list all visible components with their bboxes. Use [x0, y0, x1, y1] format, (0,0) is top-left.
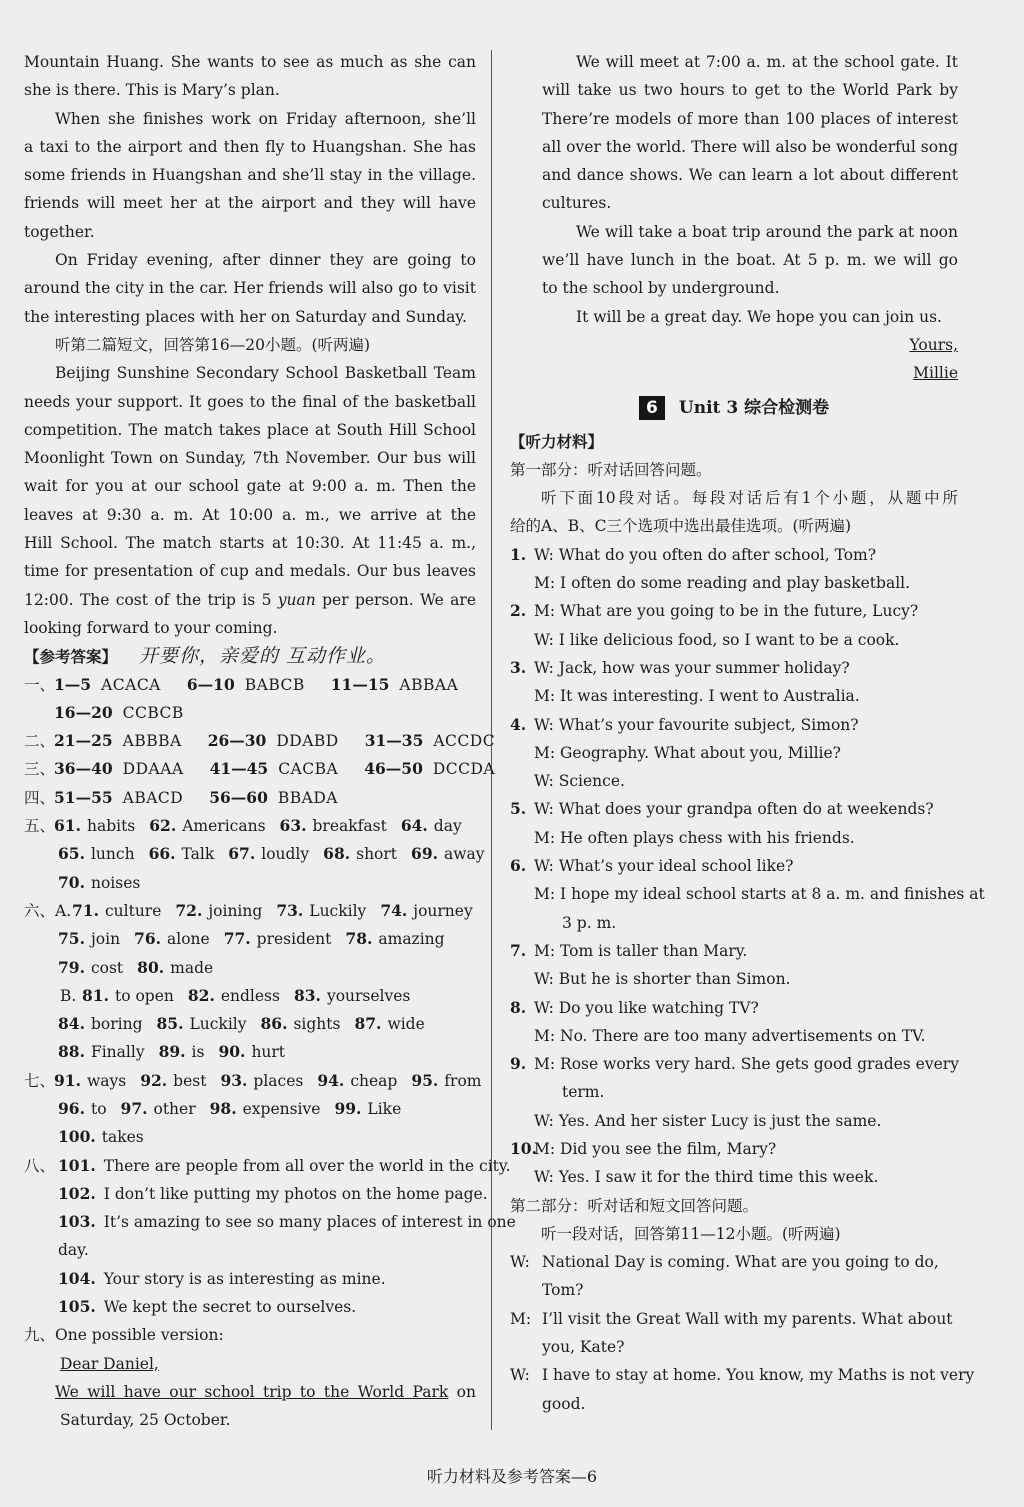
- letter-signature: Millie: [913, 364, 958, 383]
- dialogue-line: [510, 1107, 958, 1135]
- item-answer: lunch: [90, 845, 135, 864]
- dialogue-text: M: No. There are too many advertisements on TV.: [534, 1026, 926, 1045]
- item-answer: Talk: [181, 845, 215, 864]
- item-number: 63.: [279, 816, 307, 836]
- item-answer: boring: [90, 1015, 143, 1034]
- letter-line: We will take a boat trip around the park at noon: [576, 222, 958, 241]
- letter-line: all over the world. There will also be wonderful song: [542, 137, 958, 156]
- unit-title: Unit 3 综合检测卷: [678, 397, 830, 418]
- item-answer: is: [191, 1043, 205, 1062]
- dialogue-text: W: Yes. And her sister Lucy is just the same.: [534, 1111, 882, 1130]
- answer-range: 56—60: [209, 787, 268, 807]
- dialogue-line: [510, 1361, 975, 1389]
- item-number: 91.: [54, 1070, 81, 1090]
- answer-value: ABBAA: [399, 675, 459, 694]
- dialogue-line: [510, 852, 958, 880]
- word-answer-row: [24, 1123, 476, 1151]
- item-answer: from: [444, 1071, 482, 1090]
- unit-number-badge: 6: [639, 396, 665, 420]
- item-number: 82.: [187, 985, 215, 1005]
- dialogue-text: M: What are you going to be in the future, Lucy?: [534, 602, 919, 621]
- word-answer-row: [24, 840, 485, 868]
- sentence-text: It’s amazing to see so many places of interest in one: [103, 1213, 516, 1232]
- answer-value: ACCDC: [433, 732, 496, 751]
- item-number: 101.: [58, 1155, 96, 1175]
- item-number: 71.: [72, 900, 99, 920]
- item-number: 89.: [158, 1042, 186, 1062]
- answer-row: [24, 755, 496, 783]
- dialogue-text: W: Science.: [534, 772, 625, 791]
- item-number: 75.: [58, 929, 85, 949]
- item-answer: ways: [86, 1071, 127, 1090]
- dialogue-line: [510, 541, 958, 569]
- item-number: 64.: [400, 816, 428, 836]
- sentence-text: day.: [58, 1241, 89, 1260]
- item-number: 78.: [345, 929, 373, 949]
- word-answers: [24, 812, 485, 1152]
- item-number: 85.: [156, 1014, 184, 1034]
- item-answer: best: [173, 1071, 207, 1090]
- item-number: 104.: [58, 1268, 96, 1288]
- dialogue-text: W: What’s your favourite subject, Simon?: [534, 715, 859, 734]
- answer-range: 31—35: [364, 731, 424, 751]
- answer-value: BABCB: [244, 675, 305, 694]
- answer-range: 11—15: [330, 674, 390, 694]
- version-title: 九、One possible version:: [24, 1326, 224, 1345]
- sentence-text: We kept the secret to ourselves.: [103, 1298, 357, 1317]
- item-answer: made: [170, 958, 214, 977]
- question-number: 5.: [510, 799, 527, 819]
- word-answer-row: [24, 1038, 476, 1066]
- letter-closing: Yours,: [909, 335, 958, 354]
- item-number: 95.: [411, 1070, 439, 1090]
- dialogue-text: W: Do you like watching TV?: [534, 998, 759, 1017]
- dialogue-text: M: Rose works very hard. She gets good grades every: [534, 1055, 959, 1074]
- item-number: 74.: [380, 900, 408, 920]
- instruction-line: 给的A、B、C三个选项中选出最佳选项。(听两遍): [510, 517, 852, 536]
- dialogue-line: [510, 1333, 958, 1361]
- item-number: 77.: [223, 929, 251, 949]
- answer-value: CACBA: [278, 760, 339, 779]
- dialogue-line: [510, 880, 985, 908]
- item-number: 69.: [411, 844, 439, 864]
- answer-range: 46—50: [364, 759, 423, 779]
- dialogue-text: M: I hope my ideal school starts at 8 a. m. and finishes at: [534, 885, 985, 904]
- answer-key: [24, 671, 496, 812]
- text-line: a taxi to the airport and then fly to Huangshan. She has: [24, 137, 476, 156]
- dialogue-line: [510, 994, 958, 1022]
- item-number: 61.: [54, 816, 81, 836]
- listening-heading: 【听力材料】: [510, 431, 604, 451]
- item-answer: Like: [367, 1099, 402, 1118]
- question-number: 10.: [510, 1138, 537, 1158]
- dialogue-list: [510, 541, 985, 1192]
- part-heading: 第二部分：听对话和短文回答问题。: [510, 1196, 759, 1215]
- sentence-text: There are people from all over the world in the city.: [103, 1156, 511, 1175]
- answer-lead: 四、: [24, 788, 56, 807]
- word-answer-row: [24, 982, 476, 1010]
- text-line: wait for you at our school gate at 9:00 a. m. Then the: [24, 477, 476, 496]
- item-number: 62.: [149, 816, 177, 836]
- dialogue-line: [510, 1276, 958, 1304]
- item-answer: cost: [90, 958, 124, 977]
- item-number: 81.: [82, 985, 109, 1005]
- item-number: 84.: [58, 1014, 85, 1034]
- item-answer: journey: [413, 901, 473, 920]
- sentence-answer-row: [24, 1293, 476, 1321]
- answer-range: 6—10: [186, 674, 235, 694]
- item-number: 96.: [58, 1098, 85, 1118]
- dialogue-line: [510, 909, 958, 937]
- dialogue-text: W: What do you often do after school, Tom?: [534, 545, 877, 564]
- dialogue-text: M: I often do some reading and play basketball.: [534, 574, 911, 593]
- item-number: 66.: [148, 844, 176, 864]
- dialogue-line: [510, 1248, 958, 1276]
- word-answer-row: [24, 897, 476, 925]
- item-answer: joining: [208, 901, 263, 920]
- dialogue-text: good.: [542, 1394, 586, 1413]
- dialogue-text: M: Tom is taller than Mary.: [534, 941, 748, 960]
- item-number: 102.: [58, 1183, 96, 1203]
- item-number: 100.: [58, 1127, 96, 1147]
- question-number: 1.: [510, 544, 527, 564]
- answer-lead: 一、: [24, 675, 56, 694]
- item-answer: sights: [293, 1015, 341, 1034]
- text-line: On Friday evening, after dinner they are going to: [55, 251, 476, 270]
- item-number: 90.: [218, 1042, 246, 1062]
- dialogue-text: W: Jack, how was your summer holiday?: [534, 658, 850, 677]
- answer-row: [24, 671, 476, 699]
- item-answer: day: [433, 817, 462, 836]
- dialogue-line: [510, 597, 958, 625]
- dialogue-text: W: What’s your ideal school like?: [534, 857, 794, 876]
- letter-salutation: Dear Daniel,: [60, 1354, 159, 1373]
- dialogue-line: [510, 1390, 958, 1418]
- dialogue-text: Tom?: [542, 1281, 584, 1300]
- answer-value: DDAAA: [122, 760, 184, 779]
- letter-line: and dance shows. We can learn a lot about different: [542, 166, 958, 185]
- sentence-answer-row: [24, 1236, 476, 1264]
- item-answer: habits: [86, 817, 136, 836]
- answer-lead: 五、: [24, 817, 56, 836]
- answer-value: ACACA: [101, 675, 161, 694]
- text-line: Mountain Huang. She wants to see as much as she can: [24, 53, 476, 71]
- dialogue-line: [510, 711, 958, 739]
- text-line: needs your support. It goes to the final of the basketball: [24, 392, 476, 411]
- dialogue-text: M: He often plays chess with his friends.: [534, 828, 855, 847]
- answer-value: ABBBA: [122, 732, 182, 751]
- answer-value: ABACD: [122, 788, 184, 807]
- answer-row: [24, 727, 496, 755]
- dialogue-text: National Day is coming. What are you going to do,: [542, 1253, 939, 1272]
- item-number: 86.: [260, 1014, 288, 1034]
- word-answer-row: [24, 1067, 482, 1095]
- dialogue-line: [510, 626, 958, 654]
- dialogue-line: [510, 1078, 958, 1106]
- letter-line: we’ll have lunch in the boat. At 5 p. m. we will go: [542, 251, 958, 270]
- answer-lead: 八、: [24, 1156, 56, 1175]
- answer-row: [24, 784, 476, 812]
- answer-value: CCBCB: [122, 703, 184, 722]
- item-answer: join: [90, 930, 121, 949]
- item-answer: short: [356, 845, 398, 864]
- answer-range: 51—55: [54, 787, 113, 807]
- dialogue-line: [510, 965, 958, 993]
- item-number: 68.: [323, 844, 351, 864]
- dialogue-line: [510, 569, 958, 597]
- answer-value: DDABD: [276, 732, 339, 751]
- sentence-answer-row: [24, 1265, 476, 1293]
- answer-range: 16—20: [54, 702, 113, 722]
- item-number: 70.: [58, 872, 85, 892]
- item-number: 67.: [228, 844, 256, 864]
- speaker-label: W:: [510, 1253, 530, 1272]
- answer-lead: 三、: [24, 760, 56, 779]
- item-number: 88.: [58, 1042, 85, 1062]
- word-answer-row: [24, 1010, 476, 1038]
- dialogue-text: 3 p. m.: [562, 913, 617, 932]
- item-answer: alone: [167, 930, 210, 949]
- item-number: 65.: [58, 844, 85, 864]
- text-line: looking forward to your coming.: [24, 618, 278, 637]
- text-line: 12:00. The cost of the trip is 5 yuan per person. We are: [24, 590, 476, 609]
- item-answer: Luckily: [309, 901, 367, 920]
- answer-lead: 六、A.: [24, 901, 72, 920]
- item-answer: breakfast: [312, 817, 387, 836]
- item-answer: other: [153, 1099, 196, 1118]
- item-answer: Luckily: [189, 1015, 247, 1034]
- dialogue-line: [510, 654, 958, 682]
- instruction-line: 听下面10段对话。每段对话后有1个小题，从题中所: [541, 489, 958, 508]
- item-answer: wide: [387, 1015, 425, 1034]
- text-line: around the city in the car. Her friends will also go to visit: [24, 279, 476, 298]
- item-answer: takes: [101, 1128, 144, 1147]
- dialogue-line: [510, 1305, 958, 1333]
- dialogue-text: M: It was interesting. I went to Australia.: [534, 687, 860, 706]
- item-number: 97.: [120, 1098, 148, 1118]
- question-number: 4.: [510, 714, 527, 734]
- text-line: When she finishes work on Friday afternoon, she’ll: [55, 109, 476, 128]
- section-heading: 听第二篇短文，回答第16—20小题。(听两遍): [55, 335, 371, 354]
- text-line: leaves at 9:30 a. m. At 10:00 a. m., we arrive at the: [24, 505, 476, 524]
- dialogue-text: I’ll visit the Great Wall with my parents. What about: [542, 1309, 953, 1328]
- left-column: [24, 48, 516, 1435]
- speaker-label: W:: [510, 1366, 530, 1385]
- letter-line: It will be a great day. We hope you can join us.: [576, 307, 942, 326]
- letter-line: cultures.: [542, 194, 612, 213]
- dialogue-text: I have to stay at home. You know, my Maths is not very: [542, 1366, 975, 1385]
- answer-range: 41—45: [209, 759, 269, 779]
- item-number: 98.: [209, 1098, 237, 1118]
- question-number: 9.: [510, 1054, 527, 1074]
- dialogue-line: [510, 1050, 958, 1078]
- item-number: 72.: [175, 900, 203, 920]
- item-answer: to open: [114, 986, 174, 1005]
- answer-row: [24, 699, 476, 727]
- item-answer: yourselves: [326, 986, 411, 1005]
- letter-line: We will have our school trip to the World Park on: [55, 1382, 476, 1401]
- item-answer: Finally: [90, 1043, 145, 1062]
- sentence-answers: [24, 1152, 516, 1322]
- text-line: some friends in Huangshan and she’ll stay in the village.: [24, 166, 476, 185]
- right-column: [510, 48, 985, 1418]
- answer-range: 36—40: [54, 759, 113, 779]
- item-number: 83.: [293, 985, 321, 1005]
- item-answer: amazing: [378, 930, 445, 949]
- item-answer: hurt: [251, 1043, 286, 1062]
- dialogue-line: [510, 1022, 958, 1050]
- text-line: time for presentation of cup and medals. Our bus leaves: [24, 562, 476, 581]
- item-number: 92.: [140, 1070, 168, 1090]
- answer-value: BBADA: [277, 788, 338, 807]
- item-answer: Americans: [182, 817, 266, 836]
- dialogue-text: W: But he is shorter than Simon.: [534, 970, 791, 989]
- item-number: 79.: [58, 957, 85, 977]
- dialogue-line: [510, 1135, 958, 1163]
- item-answer: noises: [90, 873, 141, 892]
- word-answer-row: [24, 925, 476, 953]
- item-number: 99.: [334, 1098, 362, 1118]
- instruction-line: 听一段对话，回答第11—12小题。(听两遍): [541, 1224, 841, 1243]
- dialogue-line: [510, 767, 958, 795]
- sentence-answer-row: [24, 1208, 516, 1236]
- answer-value: DCCDA: [432, 760, 496, 779]
- dialogue-text: you, Kate?: [542, 1338, 625, 1357]
- question-number: 3.: [510, 657, 527, 677]
- dialogue-line: [510, 682, 958, 710]
- item-answer: away: [444, 845, 485, 864]
- dialogue-text: term.: [562, 1083, 605, 1102]
- item-answer: loudly: [261, 845, 310, 864]
- text-line: friends will meet her at the airport and they will have: [24, 194, 476, 213]
- dialogue-text: W: I like delicious food, so I want to be a cook.: [534, 630, 900, 649]
- answer-range: 1—5: [54, 674, 92, 694]
- question-number: 6.: [510, 856, 527, 876]
- sentence-answer-row: [24, 1152, 511, 1180]
- sentence-text: Your story is as interesting as mine.: [103, 1269, 386, 1288]
- dialogue-text: M: Geography. What about you, Millie?: [534, 743, 841, 762]
- text-line: Moonlight Town on Sunday, 7th November. Our bus will: [24, 449, 476, 468]
- letter-line: We will meet at 7:00 a. m. at the school gate. It: [576, 53, 958, 71]
- item-answer: president: [256, 930, 332, 949]
- dialogue-text: W: Yes. I saw it for the third time this week.: [534, 1168, 879, 1187]
- item-number: 94.: [317, 1070, 345, 1090]
- letter-line: Saturday, 25 October.: [60, 1411, 231, 1430]
- dialogue-text: M: Did you see the film, Mary?: [534, 1139, 777, 1158]
- dialogue-block: [510, 1248, 975, 1418]
- unit-heading: [510, 388, 958, 428]
- answer-lead: 七、: [24, 1071, 56, 1090]
- word-answer-row: [24, 812, 476, 840]
- handwritten-note: 开要你，亲爱的 互动作业。: [139, 645, 387, 668]
- dialogue-line: [510, 824, 958, 852]
- question-number: 8.: [510, 997, 527, 1017]
- dialogue-line: [510, 739, 958, 767]
- word-answer-row: [24, 1095, 476, 1123]
- speaker-label: M:: [510, 1309, 532, 1328]
- item-number: 87.: [354, 1014, 382, 1034]
- item-number: 103.: [58, 1212, 96, 1232]
- dialogue-text: W: What does your grandpa often do at weekends?: [534, 800, 934, 819]
- item-answer: endless: [220, 986, 280, 1005]
- text-line: together.: [24, 222, 95, 241]
- item-answer: expensive: [242, 1099, 321, 1118]
- dialogue-line: [510, 795, 958, 823]
- word-answer-row: [24, 954, 476, 982]
- answer-lead: B.: [60, 986, 77, 1005]
- item-answer: culture: [104, 901, 162, 920]
- dialogue-line: [510, 1163, 958, 1191]
- item-number: 76.: [134, 929, 162, 949]
- text-line: Hill School. The match starts at 10:30. At 11:45 a. m.,: [24, 534, 476, 553]
- word-answer-row: [24, 869, 476, 897]
- letter-line: to the school by underground.: [542, 279, 780, 298]
- page-footer: 听力材料及参考答案—6: [426, 1467, 598, 1486]
- question-number: 7.: [510, 940, 527, 960]
- item-answer: to: [90, 1099, 107, 1118]
- text-line: competition. The match takes place at South Hill School: [24, 420, 476, 439]
- answers-heading: 【参考答案】 开要你，亲爱的 互动作业。: [24, 645, 387, 668]
- text-line: Beijing Sunshine Secondary School Basketball Team: [55, 364, 476, 383]
- item-number: 80.: [137, 957, 165, 977]
- answer-lead: 二、: [24, 732, 56, 751]
- letter-line: will take us two hours to get to the World Park by: [542, 81, 958, 100]
- part-heading: 第一部分：听对话回答问题。: [510, 460, 712, 479]
- item-answer: places: [253, 1071, 304, 1090]
- item-number: 73.: [276, 900, 304, 920]
- sentence-text: I don’t like putting my photos on the home page.: [103, 1184, 488, 1203]
- letter-line: There’re models of more than 100 places of interest: [542, 109, 958, 128]
- item-number: 105.: [58, 1297, 96, 1317]
- item-number: 93.: [220, 1070, 248, 1090]
- dialogue-line: [510, 937, 958, 965]
- answer-range: 26—30: [207, 731, 267, 751]
- sentence-answer-row: [24, 1180, 488, 1208]
- answer-range: 21—25: [54, 731, 113, 751]
- text-line: she is there. This is Mary’s plan.: [24, 81, 280, 100]
- item-answer: cheap: [350, 1071, 398, 1090]
- question-number: 2.: [510, 601, 527, 621]
- text-line: the interesting places with her on Saturday and Sunday.: [24, 307, 467, 326]
